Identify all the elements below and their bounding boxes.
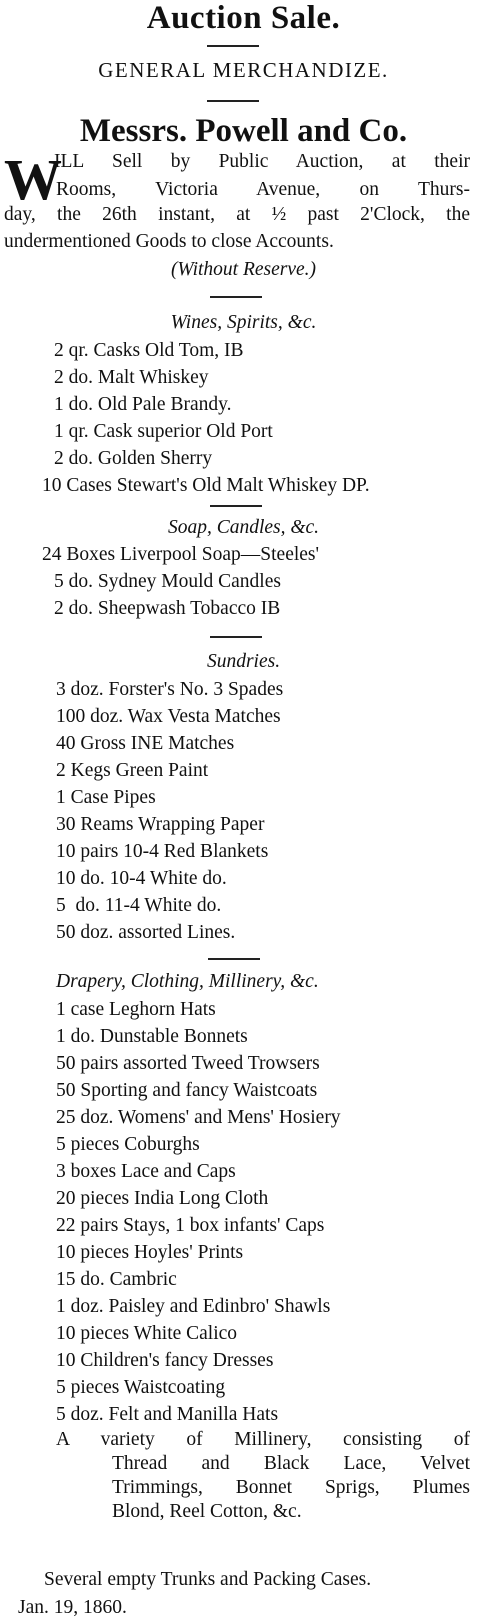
list-item: 10 pairs 10-4 Red Blankets [56,841,269,862]
list-item: 5 doz. Felt and Manilla Hats [56,1404,279,1425]
list-item: 3 doz. Forster's No. 3 Spades [56,679,284,700]
list-item: 10 Cases Stewart's Old Malt Whiskey DP. [42,475,370,496]
list-item: 24 Boxes Liverpool Soap—Steeles' [42,544,320,565]
auctioneer-name: Messrs. Powell and Co. [79,113,408,149]
advert-title: Auction Sale. [146,0,341,36]
list-item: 22 pairs Stays, 1 box infants' Caps [56,1215,325,1236]
list-item: 50 doz. assorted Lines. [56,922,236,943]
subtitle-rule [207,100,259,102]
list-item: 1 qr. Cask superior Old Port [54,421,273,442]
list-item: 1 Case Pipes [56,787,156,808]
list-item: 25 doz. Womens' and Mens' Hosiery [56,1107,341,1128]
trunks-note: Several empty Trunks and Packing Cases. [44,1569,372,1590]
list-item: 50 Sporting and fancy Waistcoats [56,1080,318,1101]
intro-dropcap: W [4,147,62,212]
list-item: 10 Children's fancy Dresses [56,1350,274,1371]
list-item: 5 pieces Waistcoating [56,1377,226,1398]
title-rule [207,45,259,47]
list-item: 2 do. Sheepwash Tobacco IB [54,598,281,619]
list-item: 10 pieces White Calico [56,1323,238,1344]
list-item: 2 Kegs Green Paint [56,760,209,781]
section-heading-wines: Wines, Spirits, &c. [170,312,317,333]
list-item: 5 do. Sydney Mould Candles [54,571,281,592]
section-heading-drapery: Drapery, Clothing, Millinery, &c. [56,971,319,992]
intro-line-3: day, the 26th instant, at ½ past 2'Clock, the [4,204,470,225]
list-item: 1 doz. Paisley and Edinbro' Shawls [56,1296,331,1317]
drapery-list [56,996,341,1428]
soap-list [42,541,319,622]
list-item: 2 do. Malt Whiskey [54,367,209,388]
wines-list [42,337,370,499]
section-rule-4 [208,958,260,960]
sundries-list [56,676,283,946]
list-item: 10 do. 10-4 White do. [56,868,227,889]
list-item: 5 do. 11-4 White do. [56,895,222,916]
list-item: 1 do. Old Pale Brandy. [54,394,232,415]
list-item: 15 do. Cambric [56,1269,177,1290]
section-rule-1 [210,296,262,298]
variety-line-3: Trimmings, Bonnet Sprigs, Plumes [112,1477,470,1498]
list-item: 20 pieces India Long Cloth [56,1188,269,1209]
variety-line-1: A variety of Millinery, consisting of [56,1429,470,1450]
list-item: 10 pieces Hoyles' Prints [56,1242,244,1263]
list-item: 100 doz. Wax Vesta Matches [56,706,281,727]
section-heading-sundries: Sundries. [206,651,281,672]
section-rule-3 [210,636,262,638]
list-item: 2 qr. Casks Old Tom, IB [54,340,244,361]
list-item: 5 pieces Coburghs [56,1134,200,1155]
section-rule-2 [210,505,262,507]
intro-line-1: ILL Sell by Public Auction, at their [54,151,470,172]
advert-date: Jan. 19, 1860. [18,1597,127,1618]
list-item: 1 case Leghorn Hats [56,999,216,1020]
list-item: 1 do. Dunstable Bonnets [56,1026,248,1047]
advert-subtitle: GENERAL MERCHANDIZE. [98,58,389,82]
intro-line-2: Rooms, Victoria Avenue, on Thurs- [56,179,470,200]
list-item: 3 boxes Lace and Caps [56,1161,236,1182]
list-item: 50 pairs assorted Tweed Trowsers [56,1053,320,1074]
intro-line-4: undermentioned Goods to close Accounts. [4,231,334,252]
list-item: 40 Gross INE Matches [56,733,235,754]
variety-line-4: Blond, Reel Cotton, &c. [112,1501,302,1522]
section-heading-soap: Soap, Candles, &c. [167,517,320,538]
variety-line-2: Thread and Black Lace, Velvet [112,1453,470,1474]
without-reserve-note: (Without Reserve.) [170,259,317,280]
list-item: 2 do. Golden Sherry [54,448,213,469]
list-item: 30 Reams Wrapping Paper [56,814,265,835]
millinery-variety-paragraph [56,1428,470,1524]
